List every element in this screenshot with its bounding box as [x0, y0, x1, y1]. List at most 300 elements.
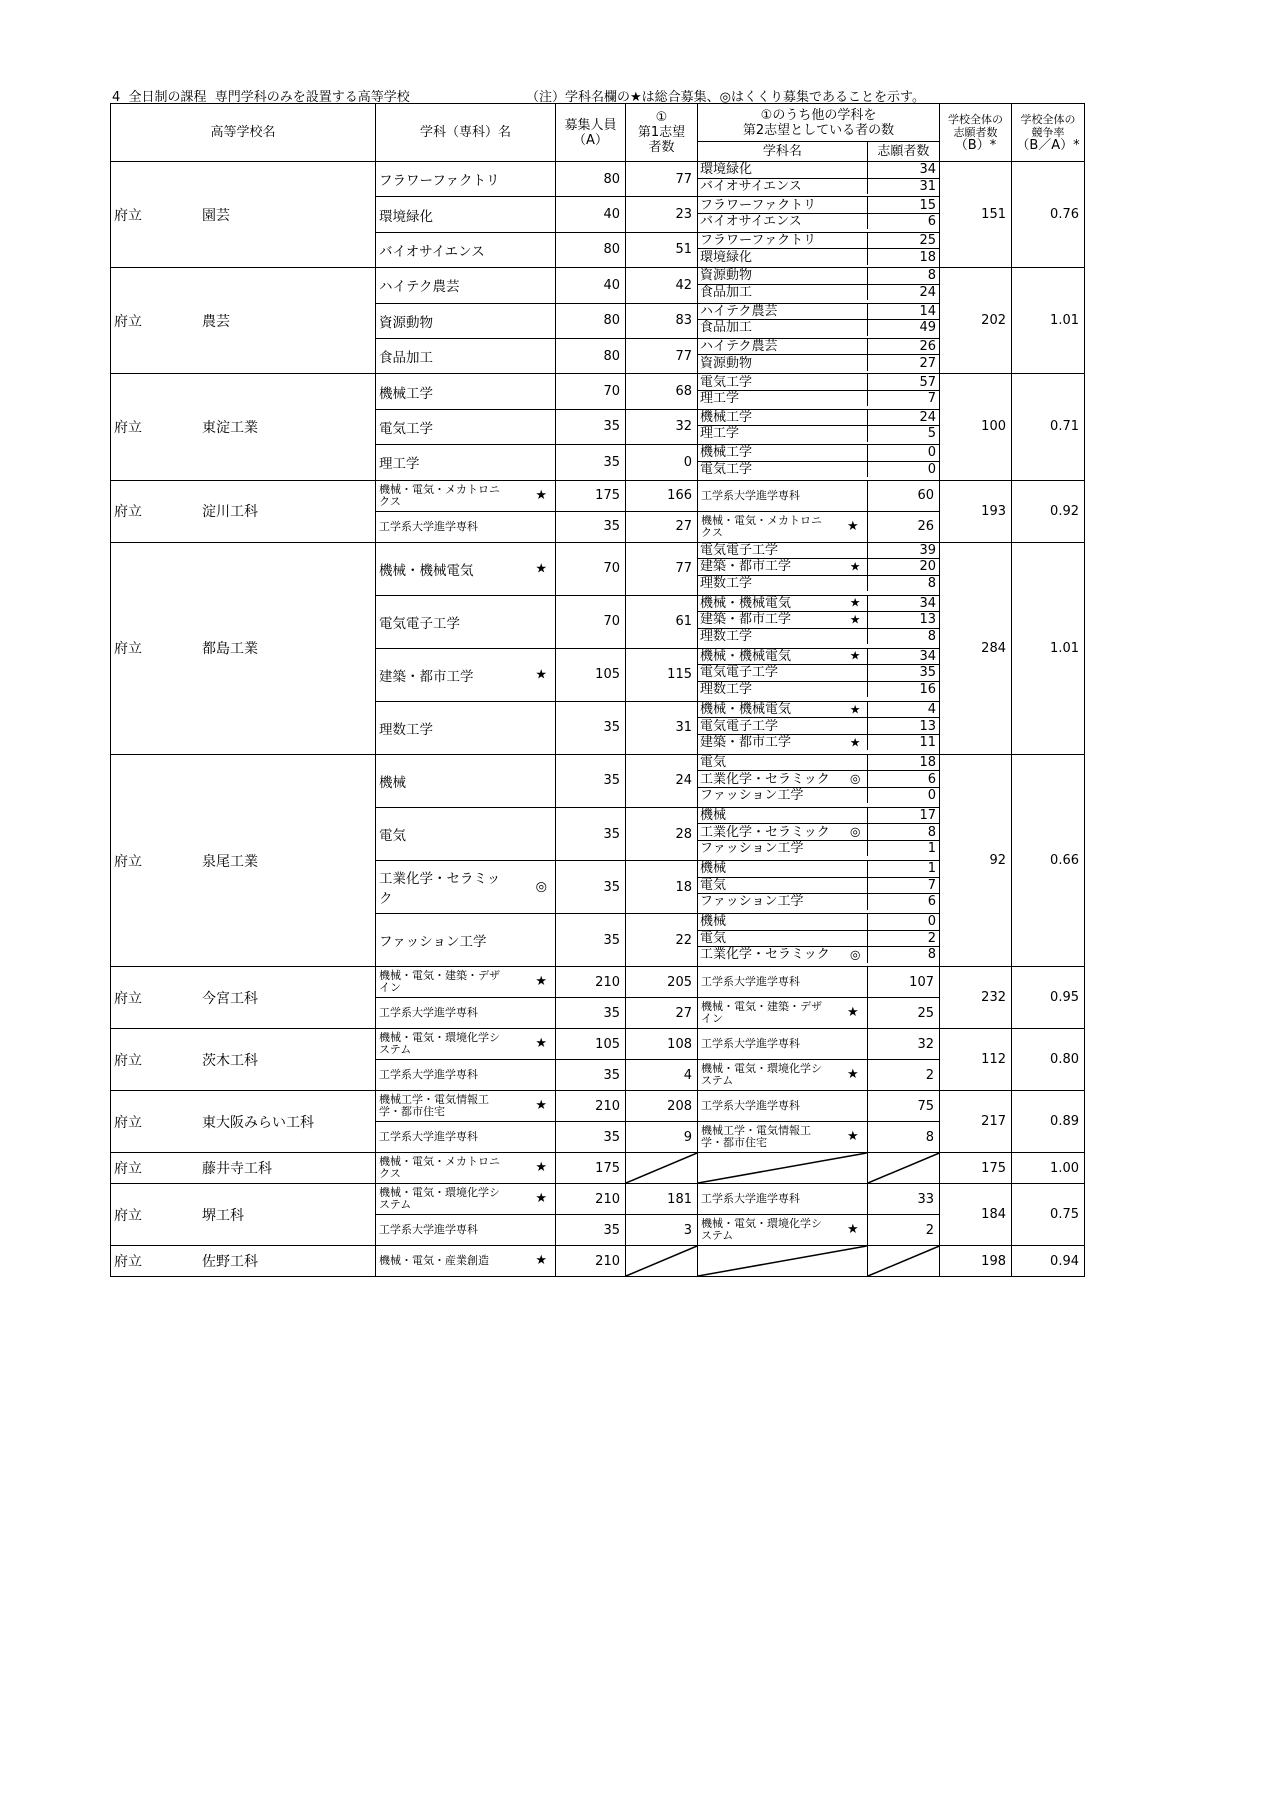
second-dept-label: 機械・機械電気 [700, 648, 792, 664]
capacity-cell: 105 [556, 1029, 626, 1060]
second-choice-row [698, 947, 939, 963]
star-icon: ★ [849, 559, 861, 574]
table-row [111, 1091, 1085, 1122]
second-dept-name: 工学系大学進学専科 [701, 1099, 800, 1113]
second-dept-cell [698, 998, 868, 1029]
second-choice-row [698, 445, 939, 461]
star-icon: ★ [535, 1160, 547, 1176]
second-choice-list [698, 232, 940, 267]
second-dept-name: 機械・電気・メカトロニクス [701, 513, 822, 539]
school-name-cell [111, 1029, 376, 1091]
first-choice-cell: 0 [626, 445, 698, 480]
second-count: 1 [927, 841, 936, 857]
table-row [111, 374, 1085, 409]
double-circle-icon: ◎ [850, 771, 861, 786]
header-second-dept: 学科名 [698, 142, 868, 162]
department-cell [376, 162, 556, 197]
table-row [111, 268, 1085, 303]
second-choice-list [698, 542, 940, 595]
second-choice-row [698, 339, 939, 355]
second-count: 20 [867, 559, 939, 576]
table-row [111, 1184, 1085, 1215]
department-name: 機械・電気・メカトロニクス [379, 1155, 500, 1181]
second-dept-label: 電気電子工学 [700, 665, 779, 681]
second-choice-table [698, 339, 939, 371]
second-count-cell: 25 [867, 998, 939, 1029]
department-name: 電気 [379, 828, 406, 845]
second-choice-list [698, 303, 940, 338]
second-dept-name: 機械工学・電気情報工学・都市住宅 [701, 1124, 811, 1150]
second-dept-name [698, 947, 867, 963]
first-choice-cell: 42 [626, 268, 698, 303]
capacity-cell: 35 [556, 701, 626, 754]
second-dept-label: 工業化学・セラミック [700, 771, 830, 787]
second-dept-label: 建築・都市工学 [700, 559, 792, 575]
second-count: 24 [919, 284, 936, 300]
second-choice-table [698, 596, 939, 645]
star-icon: ★ [535, 974, 547, 990]
department-cell [376, 303, 556, 338]
second-choice-row [698, 461, 939, 477]
second-dept-name [698, 233, 867, 249]
department-name: 工学系大学進学専科 [379, 1068, 478, 1082]
school-pref: 府立 [114, 641, 142, 658]
department-cell [376, 542, 556, 595]
second-choice-list [698, 338, 940, 373]
second-count: 8 [867, 824, 939, 841]
second-dept-name: 工学系大学進学専科 [701, 975, 800, 989]
star-icon: ★ [849, 595, 861, 610]
school-name-cell [111, 1184, 376, 1246]
capacity-cell: 175 [556, 1153, 626, 1184]
second-choice-row [698, 840, 939, 856]
second-count: 18 [919, 249, 936, 265]
second-dept-name: 工学系大学進学専科 [701, 1192, 800, 1206]
first-choice-cell: 181 [626, 1184, 698, 1215]
second-dept-name [698, 840, 867, 856]
first-choice-cell: 115 [626, 648, 698, 701]
second-dept-name [698, 284, 867, 300]
header-first-l3: 者数 [648, 140, 675, 155]
second-dept-label: 電気工学 [700, 374, 753, 390]
capacity-cell: 70 [556, 374, 626, 409]
second-count: 15 [867, 197, 939, 213]
second-count: 39 [867, 543, 939, 559]
star-icon: ★ [535, 667, 547, 683]
department-name: 機械・機械電気 [379, 562, 474, 579]
school-name: 堺工科 [202, 1207, 244, 1224]
school-name: 農芸 [202, 313, 230, 330]
department-name: 機械・電気・環境化学システム [379, 1031, 500, 1057]
second-choice-list [698, 701, 940, 754]
department-cell [376, 480, 556, 511]
first-choice-cell: 27 [626, 998, 698, 1029]
star-icon: ★ [535, 561, 547, 577]
second-dept-cell [698, 1091, 868, 1122]
second-count: 18 [867, 755, 939, 771]
header-total-l2: 志願者数 [953, 126, 998, 139]
department-cell [376, 1060, 556, 1091]
department-name: 電気電子工学 [379, 615, 460, 632]
department-name: 建築・都市工学 [379, 668, 474, 685]
second-count-cell: 2 [867, 1215, 939, 1246]
capacity-cell: 35 [556, 914, 626, 967]
second-dept-cell [698, 1060, 868, 1091]
department-cell [376, 998, 556, 1029]
second-count-cell: 107 [867, 967, 939, 998]
school-name: 園芸 [202, 207, 230, 224]
second-dept-label: 電気 [700, 755, 727, 771]
school-name-cell [111, 754, 376, 966]
second-dept-label: 機械 [700, 861, 727, 877]
school-ratio-cell: 0.75 [1012, 1184, 1085, 1246]
second-dept-label: 機械 [700, 808, 727, 824]
second-count: 16 [919, 681, 936, 697]
table-row [111, 967, 1085, 998]
school-ratio-cell: 1.01 [1012, 268, 1085, 374]
second-dept-name [698, 543, 867, 559]
second-dept-label: 建築・都市工学 [700, 735, 792, 751]
school-pref: 府立 [114, 1114, 142, 1131]
second-dept-label: 機械工学 [700, 445, 753, 461]
department-cell [376, 914, 556, 967]
second-dept-name [698, 426, 867, 442]
second-dept-label: 理工学 [700, 391, 740, 407]
second-choice-row [698, 213, 939, 229]
school-pref: 府立 [114, 419, 142, 436]
department-name: 電気工学 [379, 420, 433, 437]
second-dept-name [698, 410, 867, 426]
empty-diagonal-icon [626, 1153, 697, 1183]
school-pref: 府立 [114, 313, 142, 330]
school-ratio-cell: 0.89 [1012, 1091, 1085, 1153]
second-dept-name [698, 894, 867, 910]
table-row [111, 480, 1085, 511]
second-dept-label: 理数工学 [700, 628, 753, 644]
second-choice-row [698, 197, 939, 213]
second-count: 5 [927, 426, 936, 442]
second-choice-list [698, 807, 940, 860]
second-dept-name [698, 755, 867, 771]
second-choice-row [698, 914, 939, 930]
header-ratio-l3: （B／A）* [1016, 138, 1080, 153]
second-dept-name [698, 628, 867, 644]
school-ratio-cell: 0.76 [1012, 162, 1085, 268]
second-dept-label: 食品加工 [700, 284, 753, 300]
star-icon: ★ [535, 1036, 547, 1052]
school-name: 東大阪みらい工科 [202, 1114, 314, 1131]
department-name: 機械工学・電気情報工学・都市住宅 [379, 1093, 489, 1119]
department-cell [376, 232, 556, 267]
second-dept-empty [698, 1153, 868, 1184]
star-icon: ★ [847, 1005, 859, 1021]
second-choice-row [698, 894, 939, 910]
second-choice-row [698, 771, 939, 788]
second-dept-label: 理数工学 [700, 681, 753, 697]
second-dept-name [698, 162, 867, 178]
second-choice-table [698, 374, 939, 406]
second-choice-row [698, 649, 939, 665]
section-title: 4 全日制の課程 専門学科のみを設置する高等学校 [112, 90, 410, 105]
first-choice-cell: 32 [626, 409, 698, 444]
second-choice-row [698, 681, 939, 697]
second-dept-cell [698, 480, 868, 511]
table-body [111, 162, 1085, 1277]
second-count-empty [867, 1246, 939, 1277]
second-choice-table [698, 197, 939, 229]
second-dept-label: ハイテク農芸 [700, 339, 778, 355]
second-dept-name [698, 718, 867, 735]
school-name: 東淀工業 [202, 419, 258, 436]
school-pref: 府立 [114, 504, 142, 521]
capacity-cell: 80 [556, 232, 626, 267]
header-total-l1: 学校全体の [948, 113, 1003, 126]
second-count: 24 [867, 410, 939, 426]
double-circle-icon: ◎ [850, 947, 861, 962]
school-ratio-cell: 0.92 [1012, 480, 1085, 542]
department-name: 理工学 [379, 456, 420, 473]
school-ratio-cell: 0.71 [1012, 374, 1085, 480]
second-count: 6 [867, 771, 939, 788]
second-dept-empty [698, 1246, 868, 1277]
second-choice-row [698, 410, 939, 426]
second-count: 1 [867, 861, 939, 877]
header-total [940, 104, 1012, 162]
second-dept-label: 食品加工 [700, 320, 753, 336]
second-dept-name [698, 930, 867, 947]
department-name: 工学系大学進学専科 [379, 1223, 478, 1237]
second-dept-label: 電気 [700, 877, 727, 893]
capacity-cell: 210 [556, 967, 626, 998]
second-count: 7 [867, 877, 939, 894]
department-cell [376, 374, 556, 409]
legend-note: （注）学科名欄の★は総合募集、◎はくくり募集であることを示す。 [526, 90, 925, 105]
second-dept-cell [698, 1029, 868, 1060]
school-name-cell [111, 542, 376, 754]
star-icon: ★ [847, 518, 859, 534]
school-name-cell [111, 1091, 376, 1153]
second-choice-row [698, 787, 939, 803]
second-choice-row [698, 628, 939, 644]
school-name-cell [111, 268, 376, 374]
second-choice-list [698, 374, 940, 409]
second-dept-name [698, 268, 867, 284]
table-row [111, 162, 1085, 197]
first-choice-cell: 61 [626, 595, 698, 648]
first-choice-cell: 28 [626, 807, 698, 860]
capacity-cell: 105 [556, 648, 626, 701]
school-pref: 府立 [114, 853, 142, 870]
header-capacity [556, 104, 626, 162]
department-cell [376, 1184, 556, 1215]
school-pref: 府立 [114, 1161, 142, 1178]
second-dept-name [698, 861, 867, 877]
school-name: 茨木工科 [202, 1052, 258, 1069]
second-choice-row [698, 734, 939, 750]
table-row [111, 1153, 1085, 1184]
second-dept-label: 電気電子工学 [700, 718, 779, 734]
school-name-cell [111, 480, 376, 542]
star-icon: ★ [535, 1098, 547, 1114]
second-choice-row [698, 268, 939, 284]
department-name: 工学系大学進学専科 [379, 1006, 478, 1020]
school-total-cell: 284 [940, 542, 1012, 754]
school-total-cell: 232 [940, 967, 1012, 1029]
department-name: 食品加工 [379, 350, 433, 367]
second-choice-row [698, 233, 939, 249]
second-choice-table [698, 543, 939, 592]
school-name-cell [111, 1246, 376, 1277]
second-choice-list [698, 162, 940, 197]
department-cell [376, 1029, 556, 1060]
second-dept-label: 環境緑化 [700, 249, 753, 265]
star-icon: ★ [849, 648, 861, 663]
header-first-l2: 第1志望 [637, 125, 686, 140]
second-dept-name [698, 808, 867, 824]
second-choice-table [698, 268, 939, 300]
second-dept-name [698, 787, 867, 803]
header-ratio-l1: 学校全体の [1020, 113, 1076, 126]
second-choice-table [698, 233, 939, 265]
second-choice-row [698, 665, 939, 682]
second-dept-label: 理工学 [700, 426, 740, 442]
second-dept-label: フラワーファクトリ [700, 197, 817, 213]
second-count: 26 [867, 339, 939, 355]
school-pref: 府立 [114, 1052, 142, 1069]
second-count-cell: 26 [867, 511, 939, 542]
second-dept-label: バイオサイエンス [700, 214, 802, 230]
first-choice-cell: 208 [626, 1091, 698, 1122]
school-name: 今宮工科 [202, 990, 258, 1007]
school-name: 泉尾工業 [202, 853, 258, 870]
second-dept-cell [698, 1184, 868, 1215]
admissions-table [110, 103, 1085, 1277]
department-name: 機械・電気・メカトロニクス [379, 482, 500, 508]
second-count: 34 [867, 162, 939, 178]
second-dept-name [698, 461, 867, 477]
second-count: 8 [867, 268, 939, 284]
second-count: 34 [867, 596, 939, 612]
first-choice-empty [626, 1153, 698, 1184]
second-choice-table [698, 304, 939, 336]
header-second-choice [698, 104, 940, 142]
second-count-cell: 8 [867, 1122, 939, 1153]
capacity-cell: 35 [556, 445, 626, 480]
second-dept-cell [698, 1215, 868, 1246]
school-ratio-cell: 1.01 [1012, 542, 1085, 754]
second-dept-label: 機械工学 [700, 409, 753, 425]
second-dept-name [698, 596, 867, 612]
school-total-cell: 202 [940, 268, 1012, 374]
department-name: 工学系大学進学専科 [379, 1130, 478, 1144]
department-cell [376, 701, 556, 754]
capacity-cell: 35 [556, 807, 626, 860]
first-choice-cell: 23 [626, 197, 698, 232]
second-count-cell: 2 [867, 1060, 939, 1091]
second-choice-table [698, 861, 939, 910]
school-ratio-cell: 0.94 [1012, 1246, 1085, 1277]
second-choice-list [698, 268, 940, 303]
school-pref: 府立 [114, 1207, 142, 1224]
second-choice-list [698, 754, 940, 807]
capacity-cell: 210 [556, 1246, 626, 1277]
capacity-cell: 80 [556, 303, 626, 338]
second-dept-name: 機械・電気・環境化学システム [701, 1062, 822, 1088]
first-choice-cell: 83 [626, 303, 698, 338]
first-choice-cell: 77 [626, 542, 698, 595]
second-dept-name [698, 681, 867, 697]
department-name: バイオサイエンス [379, 243, 485, 260]
second-count: 27 [919, 355, 936, 371]
empty-diagonal-icon [698, 1246, 867, 1276]
star-icon: ★ [849, 612, 861, 627]
department-name: 資源動物 [379, 314, 433, 331]
capacity-cell: 35 [556, 1215, 626, 1246]
second-choice-row [698, 718, 939, 735]
second-choice-list [698, 595, 940, 648]
star-icon: ★ [535, 1253, 547, 1269]
school-name-cell [111, 1153, 376, 1184]
double-circle-icon: ◎ [535, 879, 547, 895]
second-choice-row [698, 249, 939, 265]
second-choice-row [698, 877, 939, 894]
second-dept-label: 機械・機械電気 [700, 702, 792, 718]
header-ratio [1012, 104, 1085, 162]
second-dept-label: 環境緑化 [700, 162, 753, 178]
star-icon: ★ [849, 735, 861, 750]
school-total-cell: 100 [940, 374, 1012, 480]
second-dept-label: 電気工学 [700, 461, 753, 477]
second-choice-row [698, 543, 939, 559]
second-choice-row [698, 355, 939, 371]
department-cell [376, 807, 556, 860]
second-choice-table [698, 162, 939, 194]
second-count: 0 [867, 445, 939, 461]
second-dept-label: バイオサイエンス [700, 178, 802, 194]
second-dept-name: 工学系大学進学専科 [701, 1037, 800, 1051]
second-dept-label: ファッション工学 [700, 841, 804, 857]
school-ratio-cell: 1.00 [1012, 1153, 1085, 1184]
capacity-cell: 35 [556, 1122, 626, 1153]
table-row [111, 542, 1085, 595]
second-dept-name [698, 914, 867, 930]
first-choice-empty [626, 1246, 698, 1277]
second-dept-label: 電気電子工学 [700, 542, 779, 558]
second-count: 13 [867, 612, 939, 629]
second-dept-name [698, 249, 867, 265]
second-count: 8 [927, 947, 936, 963]
capacity-cell: 35 [556, 511, 626, 542]
capacity-cell: 175 [556, 480, 626, 511]
department-name: 工業化学・セラミック [379, 871, 501, 908]
second-dept-name [698, 445, 867, 461]
second-choice-row [698, 755, 939, 771]
empty-diagonal-icon [868, 1153, 939, 1183]
second-count: 7 [927, 391, 936, 407]
first-choice-cell: 27 [626, 511, 698, 542]
capacity-cell: 35 [556, 409, 626, 444]
second-dept-label: 資源動物 [700, 268, 753, 284]
second-count: 49 [919, 320, 936, 336]
second-choice-row [698, 320, 939, 336]
first-choice-cell: 68 [626, 374, 698, 409]
department-name: 機械 [379, 774, 406, 791]
first-choice-cell: 77 [626, 162, 698, 197]
header-second-count: 志願者数 [867, 142, 939, 162]
second-choice-row [698, 808, 939, 824]
second-dept-label: ファッション工学 [700, 894, 804, 910]
capacity-cell: 80 [556, 162, 626, 197]
